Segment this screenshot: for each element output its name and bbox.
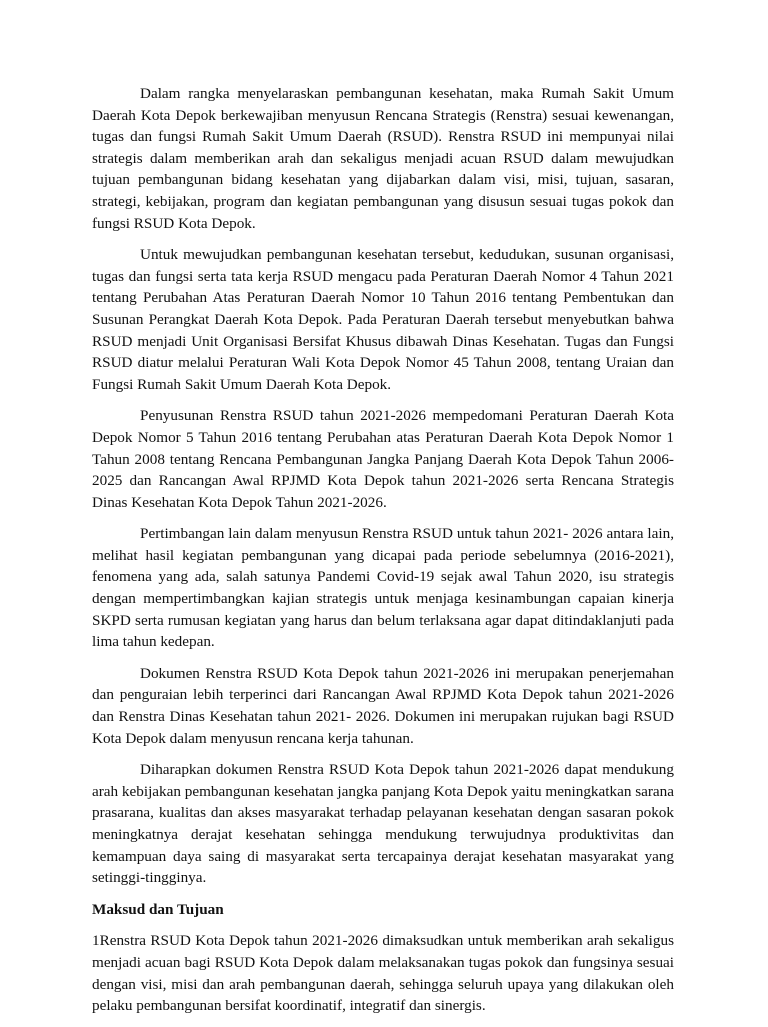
- paragraph-document-purpose: Dokumen Renstra RSUD Kota Depok tahun 2021-2026 ini merupakan penerjemahan dan penguraian lebih terperinci dari Rancangan Awal RPJMD Kota Depok tahun 2021-2026 dan Renstra Dinas Kesehatan tahun 2021- 2026. Dokumen ini merupakan rujukan bagi RSUD Kota Depok dalam menyusun rencana kerja tahunan.: [92, 664, 674, 747]
- paragraph-maksud: 1Renstra RSUD Kota Depok tahun 2021-2026 dimaksudkan untuk memberikan arah sekaligus menjadi acuan bagi RSUD Kota Depok dalam melaksanakan tugas pokok dan fungsinya sesuai dengan visi, misi dan arah pembangunan daerah, sehingga seluruh upaya yang dilakukan oleh pelaku pembangunan bersifat koordinatif, integratif dan sinergis.: [92, 932, 674, 1015]
- paragraph-organization-basis: Untuk mewujudkan pembangunan kesehatan tersebut, kedudukan, susunan organisasi, tugas dan fungsi serta tata kerja RSUD mengacu pada Peraturan Daerah Nomor 4 Tahun 2021 tentang Perubahan Atas Peraturan Daerah Nomor 10 Tahun 2016 tentang Pembentukan dan Susunan Perangkat Daerah Kota Depok. Pada Peraturan Daerah tersebut menyebutkan bahwa RSUD menjadi Unit Organisasi Bersifat Khusus dibawah Dinas Kesehatan. Tugas dan Fungsi RSUD diatur melalui Peraturan Wali Kota Depok Nomor 45 Tahun 2008, tentang Uraian dan Fungsi Rumah Sakit Umum Daerah Kota Depok.: [92, 246, 674, 393]
- paragraph-renstra-references: Penyusunan Renstra RSUD tahun 2021-2026 mempedomani Peraturan Daerah Kota Depok Nomor 5 Tahun 2016 tentang Perubahan atas Peraturan Daerah Kota Depok Nomor 1 Tahun 2008 tentang Rencana Pembangunan Jangka Panjang Daerah Kota Depok Tahun 2006-2025 dan Rancangan Awal RPJMD Kota Depok tahun 2021-2026 serta Rencana Strategis Dinas Kesehatan Kota Depok Tahun 2021-2026.: [92, 407, 674, 511]
- paragraph-other-considerations: Pertimbangan lain dalam menyusun Renstra RSUD untuk tahun 2021- 2026 antara lain, melihat hasil kegiatan pembangunan yang dicapai pada periode sebelumnya (2016-2021), fenomena yang ada, salah satunya Pandemi Covid-19 sejak awal Tahun 2020, isu strategis dengan mempertimbangkan kajian strategis untuk menjaga kesinambungan capaian kinerja SKPD serta rumusan kegiatan yang harus dan belum terlaksana agar dapat ditindaklanjuti pada lima tahun kedepan.: [92, 525, 674, 651]
- section-heading-maksud-tujuan: Maksud dan Tujuan: [92, 900, 224, 918]
- document-page: [92, 83, 674, 1027]
- paragraph-introduction: Dalam rangka menyelaraskan pembangunan kesehatan, maka Rumah Sakit Umum Daerah Kota Depok berkewajiban menyusun Rencana Strategis (Renstra) sesuai kewenangan, tugas dan fungsi Rumah Sakit Umum Daerah (RSUD). Renstra RSUD ini mempunyai nilai strategis dalam memberikan arah dan sekaligus menjadi acuan RSUD dalam mewujudkan tujuan pembangunan bidang kesehatan yang dijabarkan dalam visi, misi, tujuan, sasaran, strategi, kebijakan, program dan kegiatan pembangunan yang disusun sesuai tugas pokok dan fungsi RSUD Kota Depok.: [92, 85, 674, 232]
- paragraph-expectations: Diharapkan dokumen Renstra RSUD Kota Depok tahun 2021-2026 dapat mendukung arah kebijakan pembangunan kesehatan jangka panjang Kota Depok yaitu meningkatkan sarana prasarana, kualitas dan akses masyarakat terhadap pelayanan kesehatan dengan sasaran pokok meningkatnya derajat kesehatan sehingga mendukung terwujudnya produktivitas dan kemampuan daya saing di masyarakat serta tercapainya derajat kesehatan masyarakat yang setinggi-tingginya.: [92, 761, 674, 887]
